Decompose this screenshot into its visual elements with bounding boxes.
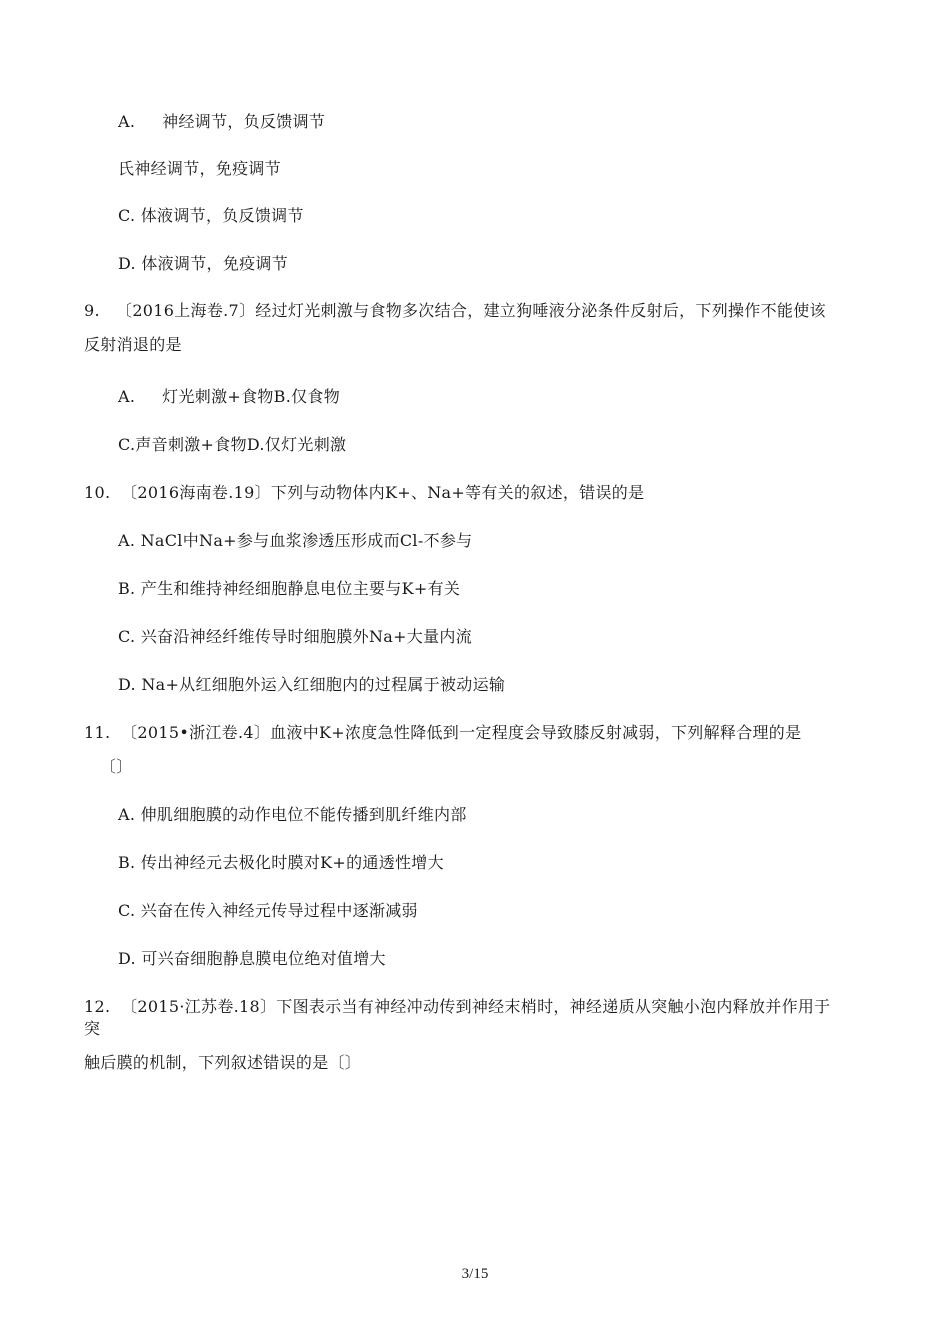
q10-option-c: C. 兴奋沿神经纤维传导时细胞膜外Na+大量内流 (118, 627, 472, 646)
q8-option-a: A. 神经调节，负反馈调节 (118, 112, 326, 131)
q11-option-d: D. 可兴奋细胞静息膜电位绝对值增大 (118, 949, 386, 968)
q10-option-b: B. 产生和维持神经细胞静息电位主要与K+有关 (118, 579, 461, 598)
q11-option-c: C. 兴奋在传入神经元传导过程中逐渐减弱 (118, 901, 418, 920)
q8-option-b: 氏神经调节，免疫调节 (118, 159, 282, 178)
page-number: 3/15 (461, 1266, 489, 1282)
q10-option-d: D. Na+从红细胞外运入红细胞内的过程属于被动运输 (118, 675, 506, 694)
q9-options-ab: A. 灯光刺激+食物B.仅食物 (118, 387, 341, 406)
q11-stem-line-2: 〔〕 (100, 757, 133, 776)
q10-option-a: A. NaCl中Na+参与血浆渗透压形成而Cl-不参与 (118, 531, 473, 550)
q11-stem-line-1: 11. 〔2015•浙江卷.4〕血液中K+浓度急性降低到一定程度会导致膝反射减弱，下列解释合理的是 (84, 723, 802, 742)
q12-stem-line-1: 12. 〔2015·江苏卷.18〕下图表示当有神经冲动传到神经末梢时，神经递质从突触小泡内释放并作用于 (84, 997, 831, 1016)
q8-option-d: D. 体液调节，免疫调节 (118, 254, 289, 273)
q8-option-c: C. 体液调节，负反馈调节 (118, 206, 304, 225)
q11-option-a: A. 伸肌细胞膜的动作电位不能传播到肌纤维内部 (118, 805, 467, 824)
q10-stem: 10. 〔2016海南卷.19〕下列与动物体内K+、Na+等有关的叙述，错误的是 (84, 483, 645, 502)
q9-stem-line-1: 9. 〔2016上海卷.7〕经过灯光刺激与食物多次结合，建立狗唾液分泌条件反射后，下列操作不能使该 (84, 301, 826, 320)
q12-stem-line-2: 突 (84, 1019, 101, 1038)
q12-stem-line-3: 触后膜的机制，下列叙述错误的是〔〕 (84, 1053, 362, 1072)
q11-option-b: B. 传出神经元去极化时膜对K+的通透性增大 (118, 853, 444, 872)
q9-stem-line-2: 反射消退的是 (84, 335, 182, 354)
q9-options-cd: C.声音刺激+食物D.仅灯光刺激 (118, 435, 347, 454)
